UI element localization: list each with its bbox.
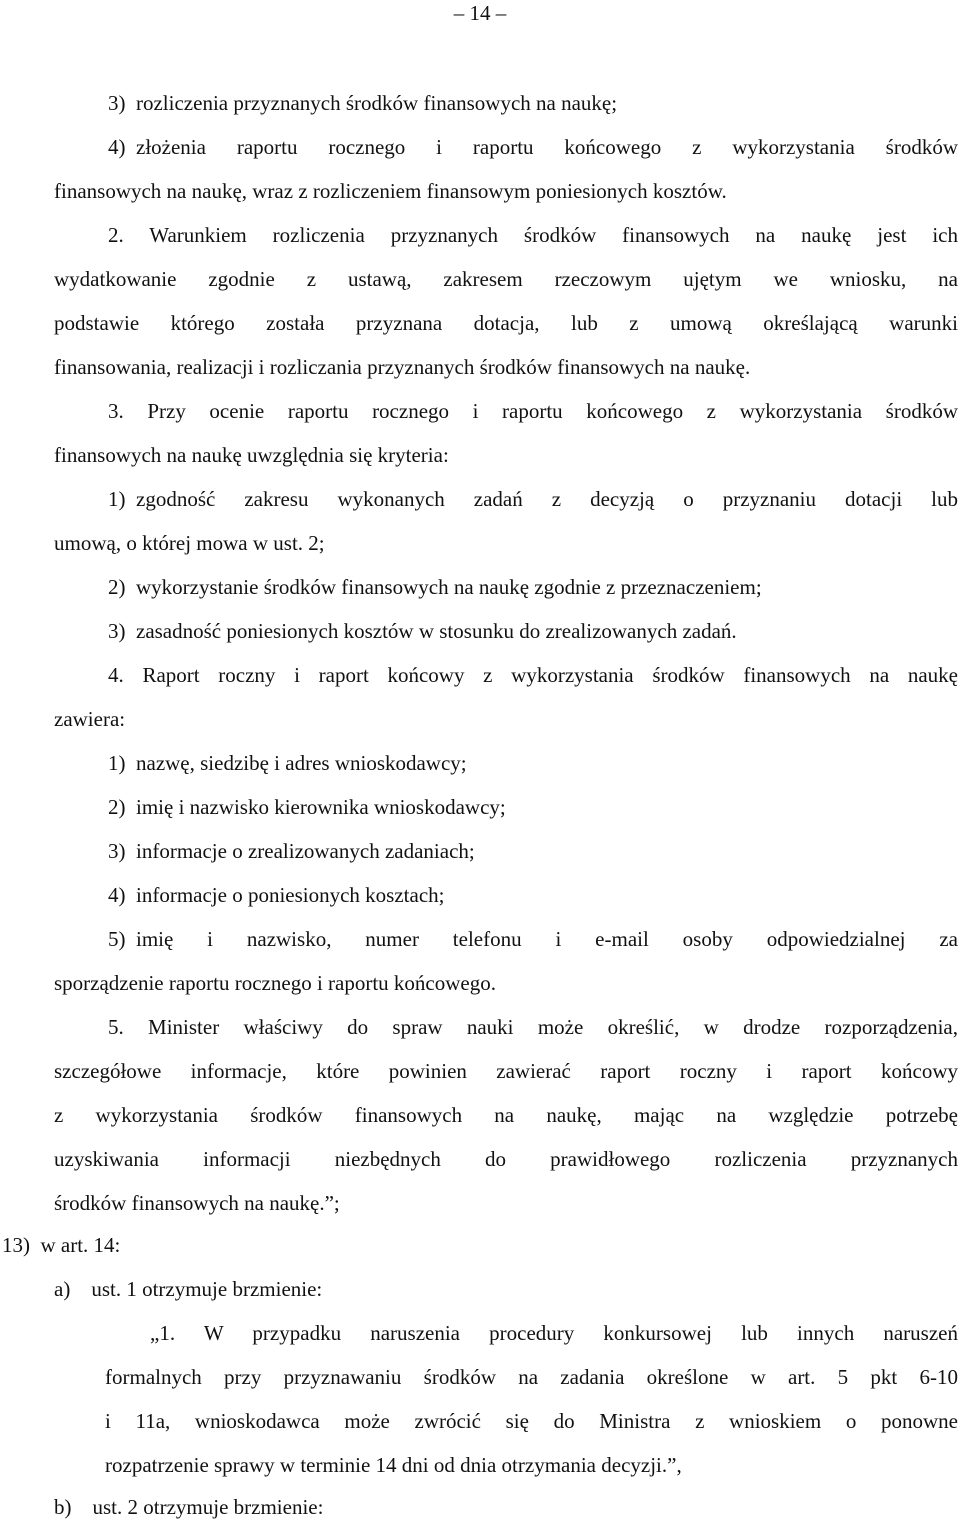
- text-line: 4) złożenia raportu rocznego i raportu końcowego z wykorzystania środków: [108, 135, 958, 159]
- text-line: a) ust. 1 otrzymuje brzmienie:: [54, 1277, 323, 1301]
- text-line: środków finansowych na naukę.”;: [54, 1191, 340, 1215]
- text-line: 2) imię i nazwisko kierownika wnioskodawcy;: [108, 795, 506, 819]
- text-line: finansowych na naukę uwzględnia się kryteria:: [54, 443, 449, 467]
- text-line: 3) informacje o zrealizowanych zadaniach;: [108, 839, 475, 863]
- text-line: szczegółowe informacje, które powinien zawierać raport roczny i raport końcowy: [54, 1059, 958, 1083]
- text-line: z wykorzystania środków finansowych na naukę, mając na względzie potrzebę: [54, 1103, 958, 1127]
- text-line: wydatkowanie zgodnie z ustawą, zakresem rzeczowym ujętym we wniosku, na: [54, 267, 958, 291]
- text-line: 3. Przy ocenie raportu rocznego i raportu końcowego z wykorzystania środków: [108, 399, 958, 423]
- text-line: umową, o której mowa w ust. 2;: [54, 531, 325, 555]
- text-line: 3) rozliczenia przyznanych środków finansowych na naukę;: [108, 91, 618, 115]
- text-line: 5) imię i nazwisko, numer telefonu i e-mail osoby odpowiedzialnej za: [108, 927, 958, 951]
- text-line: „1. W przypadku naruszenia procedury konkursowej lub innych naruszeń: [150, 1321, 958, 1345]
- text-line: 4. Raport roczny i raport końcowy z wykorzystania środków finansowych na naukę: [108, 663, 958, 687]
- text-line: sporządzenie raportu rocznego i raportu końcowego.: [54, 971, 496, 995]
- text-line: formalnych przy przyznawaniu środków na zadania określone w art. 5 pkt 6-10: [105, 1365, 958, 1389]
- text-line: rozpatrzenie sprawy w terminie 14 dni od dnia otrzymania decyzji.”,: [105, 1453, 682, 1477]
- text-line: zawiera:: [54, 707, 126, 731]
- text-line: finansowania, realizacji i rozliczania przyznanych środków finansowych na naukę.: [54, 355, 751, 379]
- text-line: 1) zgodność zakresu wykonanych zadań z decyzją o przyznaniu dotacji lub: [108, 487, 958, 511]
- page-number: – 14 –: [453, 1, 507, 25]
- text-line: 4) informacje o poniesionych kosztach;: [108, 883, 445, 907]
- text-line: podstawie którego została przyznana dotacja, lub z umową określającą warunki: [54, 311, 958, 335]
- text-line: uzyskiwania informacji niezbędnych do prawidłowego rozliczenia przyznanych: [54, 1147, 958, 1171]
- text-line: finansowych na naukę, wraz z rozliczeniem finansowym poniesionych kosztów.: [54, 179, 727, 203]
- text-line: 2. Warunkiem rozliczenia przyznanych środków finansowych na naukę jest ich: [108, 223, 958, 247]
- text-line: i 11a, wnioskodawca może zwrócić się do Ministra z wnioskiem o ponowne: [105, 1409, 958, 1433]
- text-line: 5. Minister właściwy do spraw nauki może określić, w drodze rozporządzenia,: [108, 1015, 958, 1039]
- text-line: 3) zasadność poniesionych kosztów w stosunku do zrealizowanych zadań.: [108, 619, 737, 643]
- text-line: 1) nazwę, siedzibę i adres wnioskodawcy;: [108, 751, 467, 775]
- text-line: b) ust. 2 otrzymuje brzmienie:: [54, 1495, 324, 1519]
- text-line: 13) w art. 14:: [2, 1233, 121, 1257]
- text-line: 2) wykorzystanie środków finansowych na naukę zgodnie z przeznaczeniem;: [108, 575, 762, 599]
